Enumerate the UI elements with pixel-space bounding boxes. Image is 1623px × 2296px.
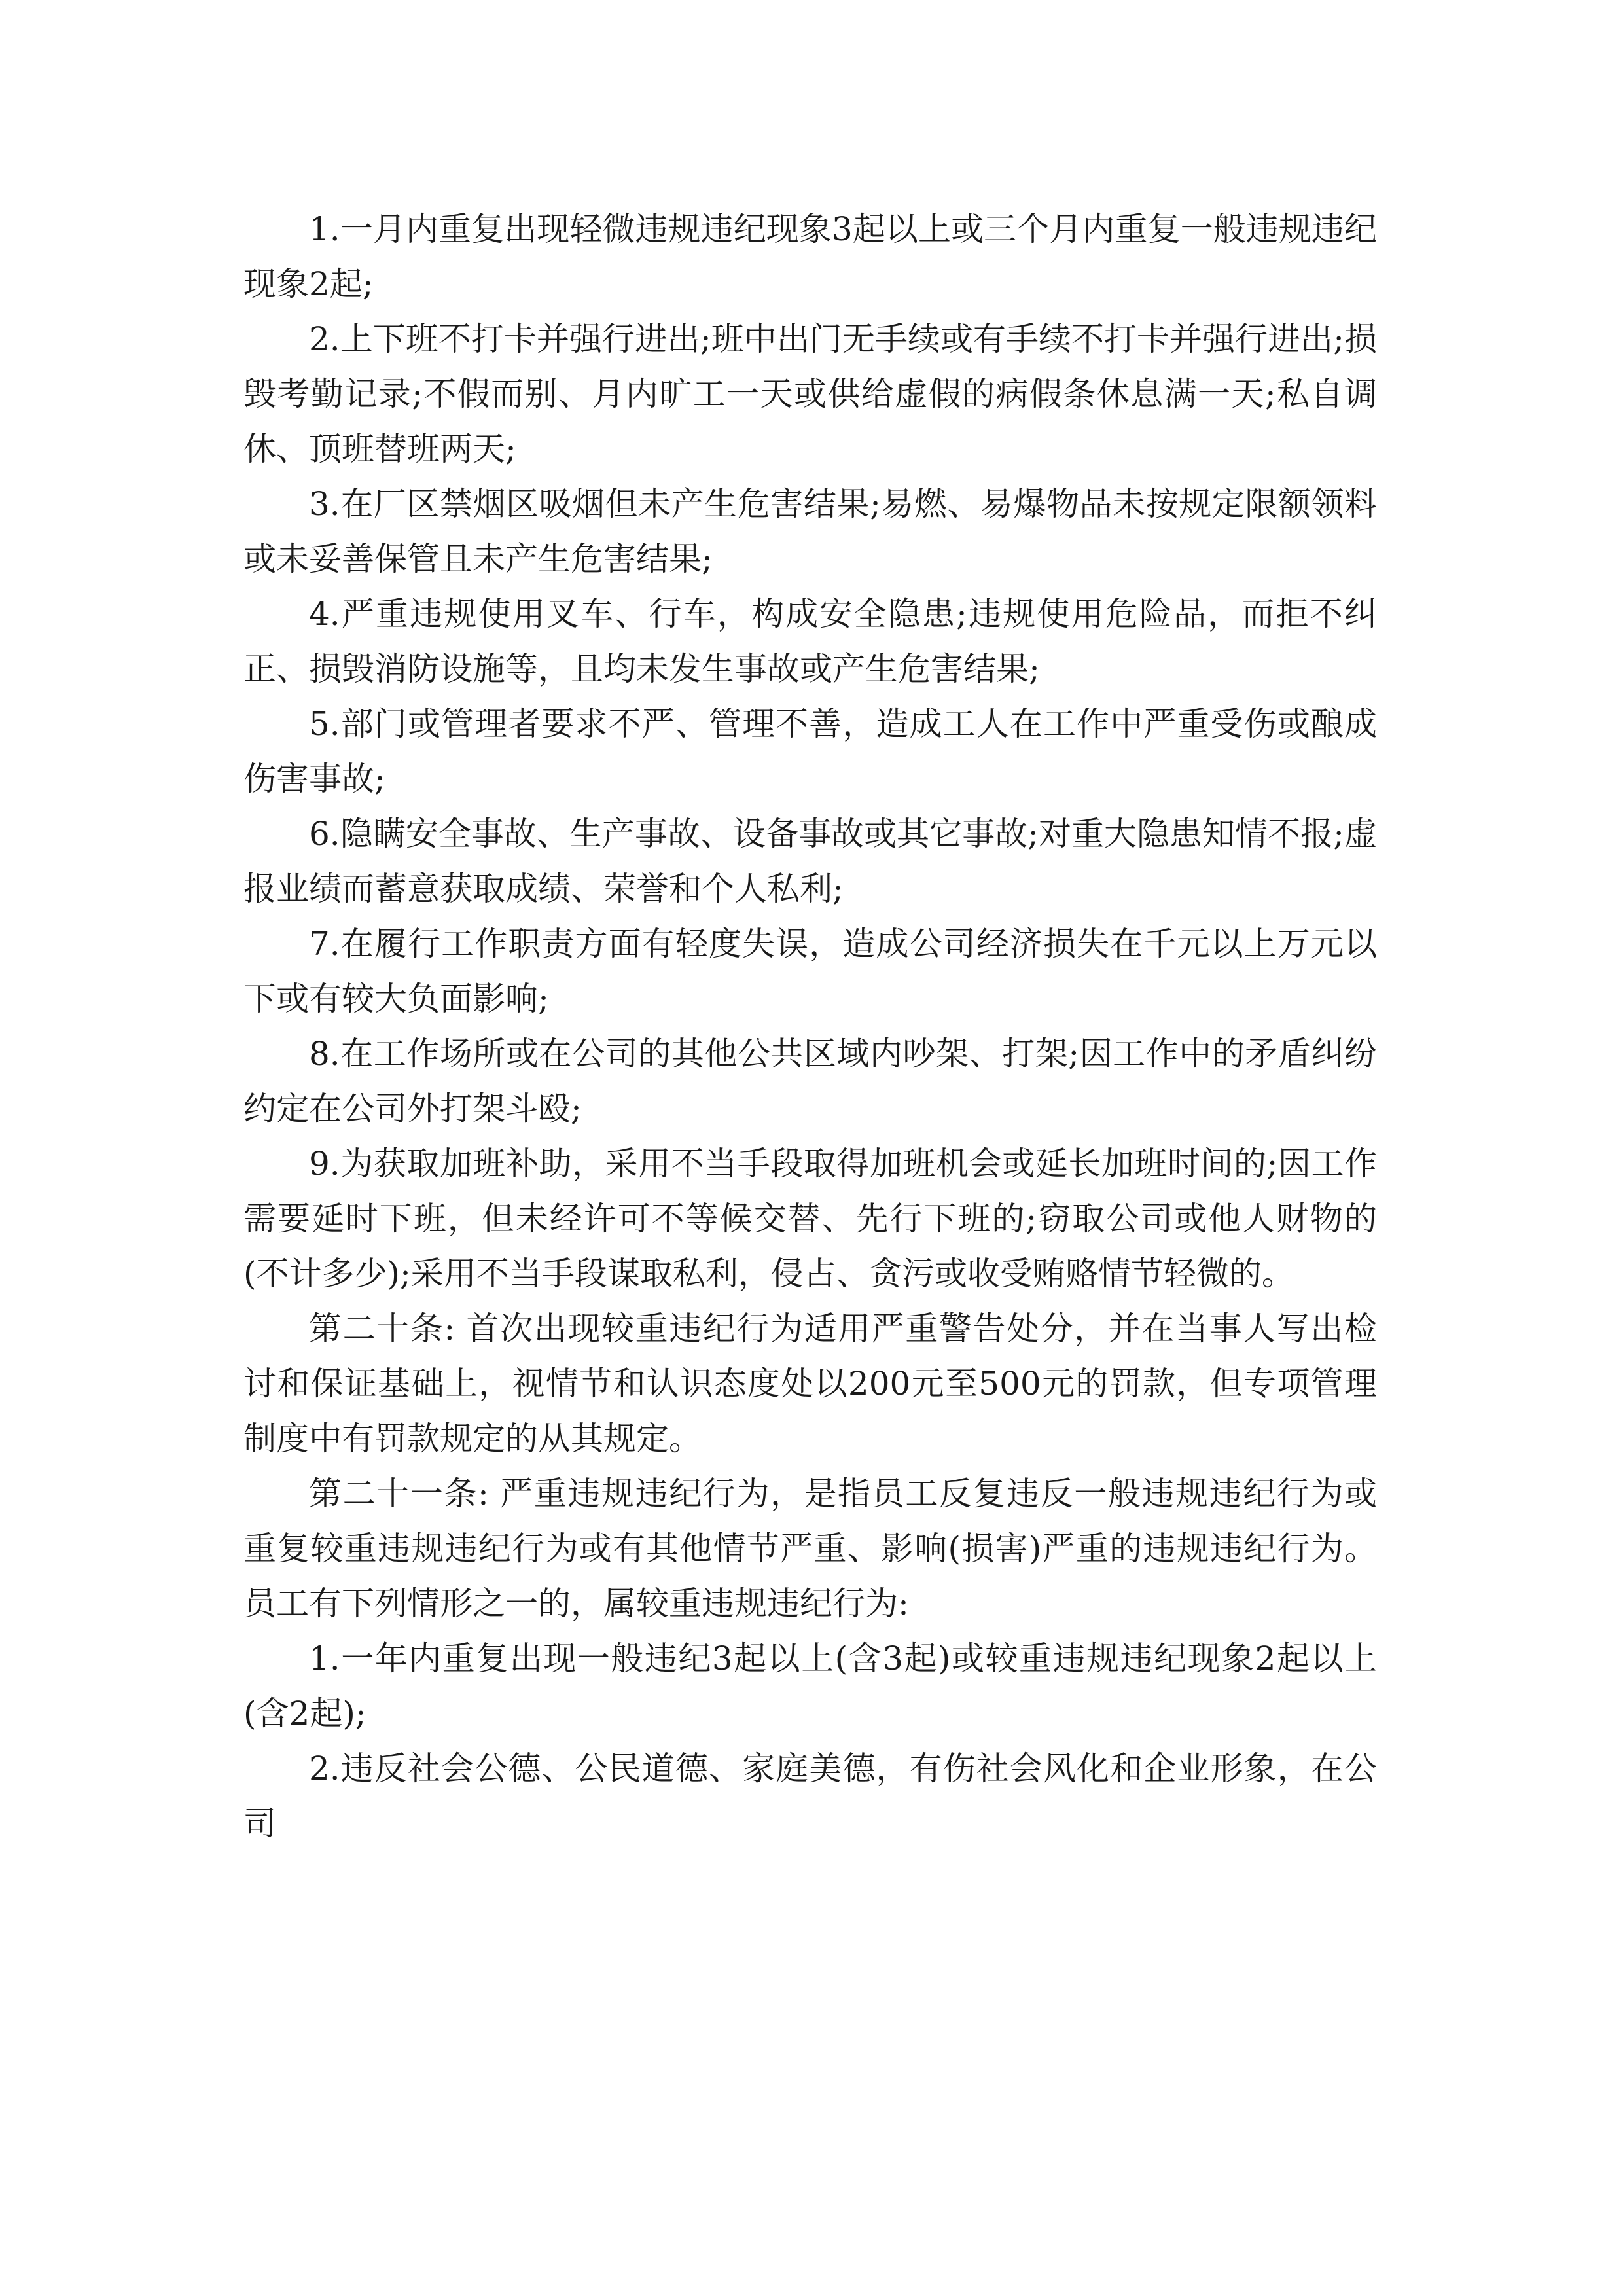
paragraph-item-2b: 2.违反社会公德、公民道德、家庭美德，有伤社会风化和企业形象，在公司 xyxy=(243,1749,1377,1842)
document-body xyxy=(243,202,1377,1851)
paragraph-item-1b: 1.一年内重复出现一般违纪3起以上(含3起)或较重违规违纪现象2起以上(含2起); xyxy=(243,1640,1377,1732)
paragraph-item-3: 3.在厂区禁烟区吸烟但未产生危害结果;易燃、易爆物品未按规定限额领料或未妥善保管且未产生危害结果; xyxy=(243,485,1377,578)
paragraph-item-9: 9.为获取加班补助，采用不当手段取得加班机会或延长加班时间的;因工作需要延时下班，但未经许可不等候交替、先行下班的;窃取公司或他人财物的(不计多少);采用不当手段谋取私利，侵占、贪污或收受贿赂情节轻微的。 xyxy=(243,1145,1377,1293)
article-20: 第二十条: 首次出现较重违纪行为适用严重警告处分，并在当事人写出检讨和保证基础上，视情节和认识态度处以200元至500元的罚款，但专项管理制度中有罚款规定的从其规定。 xyxy=(243,1310,1377,1458)
paragraph-item-4: 4.严重违规使用叉车、行车，构成安全隐患;违规使用危险品，而拒不纠正、损毁消防设施等，且均未发生事故或产生危害结果; xyxy=(243,595,1377,688)
paragraph-item-2: 2.上下班不打卡并强行进出;班中出门无手续或有手续不打卡并强行进出;损毁考勤记录;不假而别、月内旷工一天或供给虚假的病假条休息满一天;私自调休、顶班替班两天; xyxy=(243,320,1377,468)
article-21: 第二十一条: 严重违规违纪行为，是指员工反复违反一般违规违纪行为或重复较重违规违纪行为或有其他情节严重、影响(损害)严重的违规违纪行为。员工有下列情形之一的，属较重违规违纪行为: xyxy=(243,1475,1377,1623)
paragraph-item-5: 5.部门或管理者要求不严、管理不善，造成工人在工作中严重受伤或酿成伤害事故; xyxy=(243,705,1377,798)
paragraph-item-6: 6.隐瞒安全事故、生产事故、设备事故或其它事故;对重大隐患知情不报;虚报业绩而蓄意获取成绩、荣誉和个人私利; xyxy=(243,815,1377,908)
paragraph-item-8: 8.在工作场所或在公司的其他公共区域内吵架、打架;因工作中的矛盾纠纷约定在公司外打架斗殴; xyxy=(243,1035,1377,1128)
paragraph-item-1: 1.一月内重复出现轻微违规违纪现象3起以上或三个月内重复一般违规违纪现象2起; xyxy=(243,210,1377,303)
paragraph-item-7: 7.在履行工作职责方面有轻度失误，造成公司经济损失在千元以上万元以下或有较大负面影响; xyxy=(243,925,1377,1018)
